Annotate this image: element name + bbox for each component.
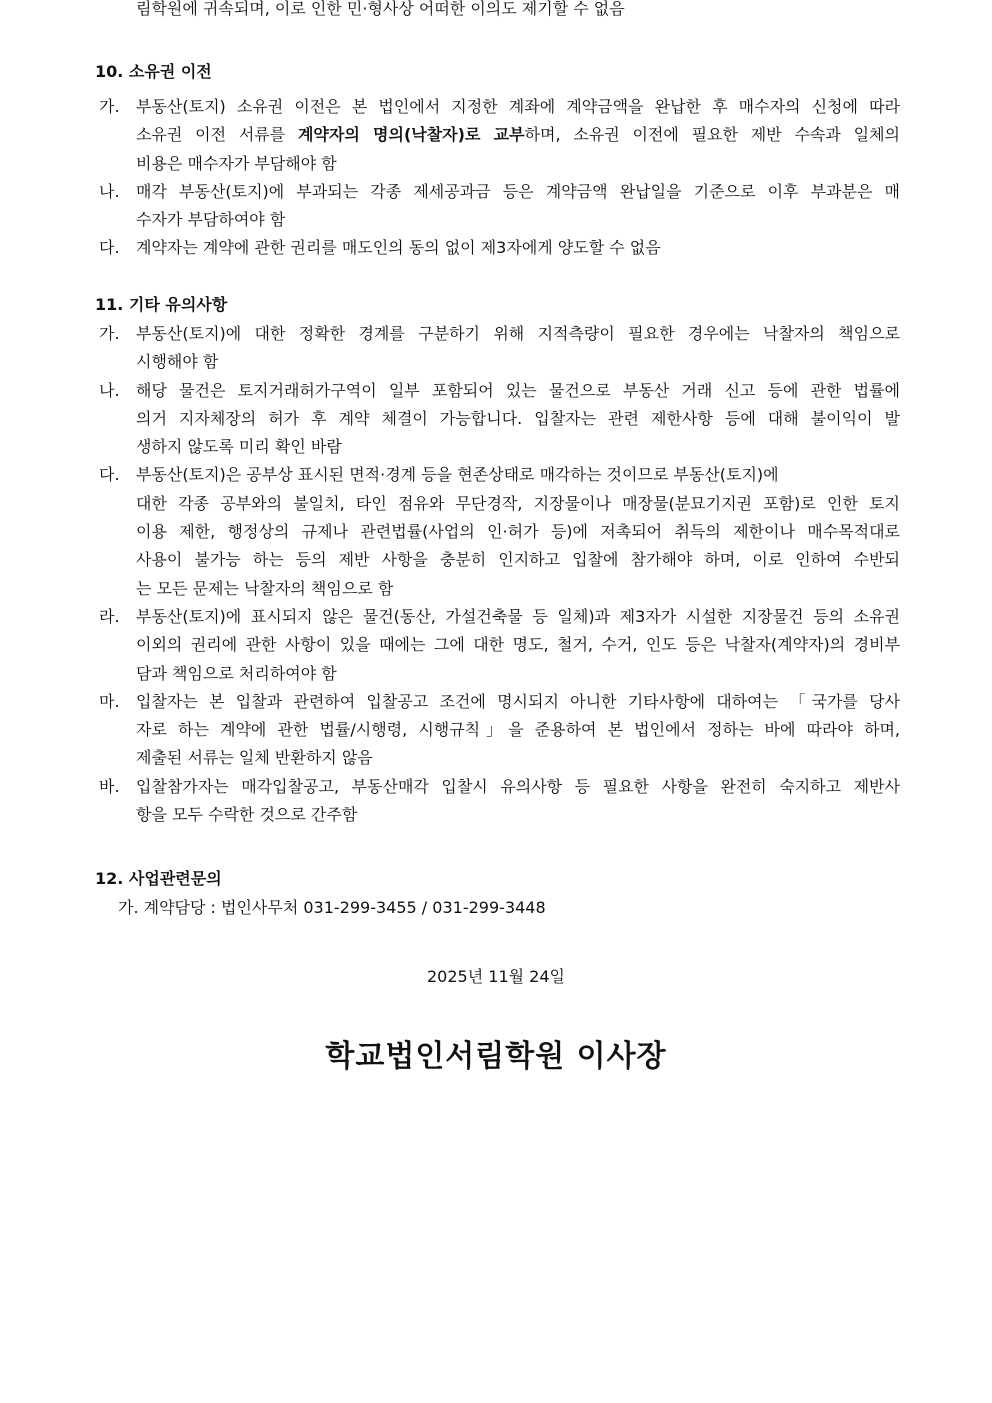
item-marker: 나. <box>99 181 120 201</box>
contact-line: 가. 계약담당 : 법인사무처 031-299-3455 / 031-299-3448 <box>118 898 546 917</box>
section-title: 12. 사업관련문의 <box>95 869 222 888</box>
item-line: 제출된 서류는 일체 반환하지 않음 <box>136 748 373 768</box>
section-title: 11. 기타 유의사항 <box>95 295 228 314</box>
list-item <box>95 320 900 377</box>
item-marker: 마. <box>99 691 120 711</box>
document-date: 2025년 11월 24일 <box>427 967 565 986</box>
item-line: 계약자는 계약에 관한 권리를 매도인의 동의 없이 제3자에게 양도할 수 없음 <box>136 238 661 258</box>
section-ownership-transfer <box>95 58 900 263</box>
item-line: 매각 부동산(토지)에 부과되는 각종 제세공과금 등은 계약금액 완납일을 기준으로 이후 부과분은 매 <box>136 181 900 201</box>
list-item <box>95 93 900 178</box>
signer-name: 학교법인서림학원 이사장 <box>325 1039 667 1074</box>
item-line: 의거 지자체장의 허가 후 계약 체결이 가능합니다. 입찰자는 관련 제한사항 등에 대해 불이익이 발 <box>136 408 900 428</box>
section-inquiries <box>95 865 900 893</box>
item-line: 입찰자는 본 입찰과 관련하여 입찰공고 조건에 명시되지 아니한 기타사항에 대하여는 「국가를 당사 <box>136 691 900 711</box>
item-line: 입찰참가자는 매각입찰공고, 부동산매각 입찰시 유의사항 등 필요한 사항을 완전히 숙지하고 제반사 <box>136 776 900 796</box>
item-line: 비용은 매수자가 부담해야 함 <box>136 153 337 173</box>
item-line: 자로 하는 계약에 관한 법률/시행령, 시행규칙」을 준용하여 본 법인에서 정하는 바에 따라야 하며, <box>136 720 900 740</box>
item-marker: 가. <box>99 97 120 116</box>
list-item <box>95 773 900 830</box>
item-line: 담과 책임으로 처리하여야 함 <box>136 663 337 683</box>
item-line: 는 모든 문제는 낙찰자의 책임으로 함 <box>136 578 394 598</box>
section-other-notes <box>95 291 900 829</box>
item-marker: 가. <box>99 324 120 343</box>
list-item <box>95 461 900 602</box>
item-marker: 바. <box>99 776 120 796</box>
item-line: 대한 각종 공부와의 불일치, 타인 점유와 무단경작, 지장물이나 매장물(분묘기지권 포함)로 인한 토지 <box>136 493 900 513</box>
item-line: 생하지 않도록 미리 확인 바람 <box>136 437 342 457</box>
list-item <box>95 178 900 235</box>
item-line: 부동산(토지)에 대한 정확한 경계를 구분하기 위해 지적측량이 필요한 경우에는 낙찰자의 책임으로 <box>136 324 900 343</box>
item-line: 시행해야 함 <box>136 352 219 372</box>
section-title: 10. 소유권 이전 <box>95 62 212 81</box>
item-line: 해당 물건은 토지거래허가구역이 일부 포함되어 있는 물건으로 부동산 거래 신고 등에 관한 법률에 <box>136 380 900 400</box>
item-line <box>136 121 900 149</box>
list-item <box>95 603 900 688</box>
list-item <box>95 234 900 262</box>
list-item <box>95 688 900 773</box>
item-line: 항을 모두 수락한 것으로 간주함 <box>136 805 358 825</box>
item-marker: 다. <box>99 238 120 258</box>
item-line: 부동산(토지) 소유권 이전은 본 법인에서 지정한 계좌에 계약금액을 완납한 후 매수자의 신청에 따라 <box>136 97 900 116</box>
item-line: 이외의 권리에 관한 사항이 있을 때에는 그에 대한 명도, 철거, 수거, 인도 등은 낙찰자(계약자)의 경비부 <box>136 635 900 655</box>
item-marker: 다. <box>99 465 120 485</box>
item-marker: 나. <box>99 380 120 400</box>
emphasis-text: 계약자의 명의(낙찰자)로 교부 <box>297 125 525 145</box>
item-text: 소유권 이전 서류를 <box>136 125 298 145</box>
list-item <box>95 377 900 462</box>
item-line: 부동산(토지)에 표시되지 않은 물건(동산, 가설건축물 등 일체)과 제3자가 시설한 지장물건 등의 소유권 <box>136 606 900 626</box>
item-line: 부동산(토지)은 공부상 표시된 면적·경계 등을 현존상태로 매각하는 것이므로 부동산(토지)에 <box>136 465 779 485</box>
item-line: 이용 제한, 행정상의 규제나 관련법률(사업의 인·허가 등)에 저촉되어 취득의 제한이나 매수목적대로 <box>136 522 900 542</box>
item-text: 하며, 소유권 이전에 필요한 제반 수속과 일체의 <box>524 125 900 145</box>
item-marker: 라. <box>99 606 120 626</box>
carry-over-line: 림학원에 귀속되며, 이로 인한 민·형사상 어떠한 이의도 제기할 수 없음 <box>136 0 625 18</box>
item-line: 수자가 부담하여야 함 <box>136 210 286 230</box>
item-line: 사용이 불가능 하는 등의 제반 사항을 충분히 인지하고 입찰에 참가해야 하며, 이로 인하여 수반되 <box>136 550 900 570</box>
